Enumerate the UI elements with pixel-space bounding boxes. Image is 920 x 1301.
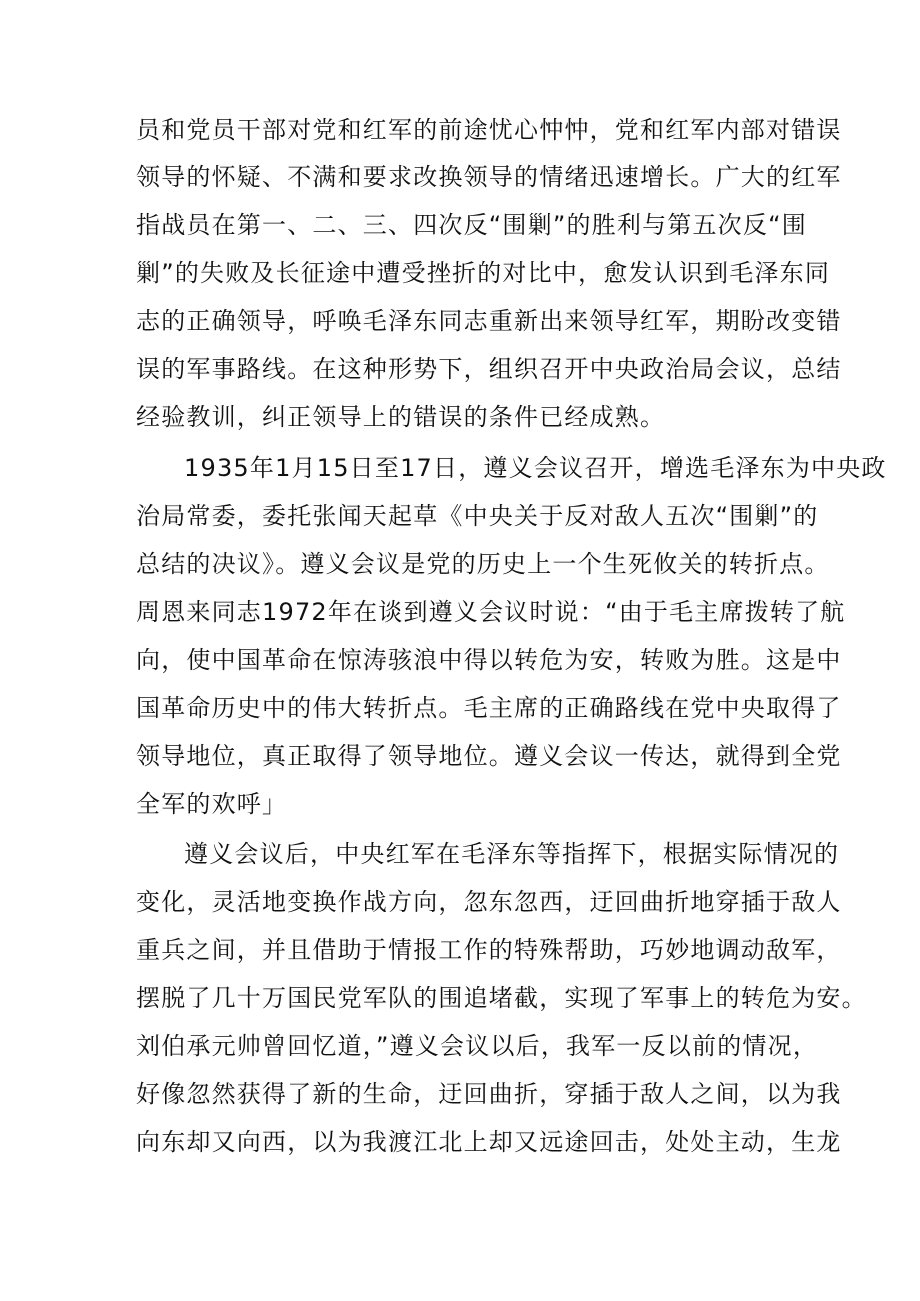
- text-line: 向，使中国革命在惊涛骇浪中得以转危为安，转败为胜。这是中: [136, 646, 842, 674]
- paragraph-start-line: 遵义会议后，中央红军在毛泽东等指挥下，根据实际情况的: [184, 840, 840, 868]
- text-line: 志的正确领导，呼唤毛泽东同志重新出来领导红军，期盼改变错: [136, 307, 842, 335]
- text-line: 好像忽然获得了新的生命，迂回曲折，穿插于敌人之间，以为我: [136, 1080, 842, 1108]
- text-line: 向东却又向西，以为我渡江北上却又远途回击，处处主动，生龙: [136, 1128, 842, 1156]
- text-line: 刘伯承元帅曾回忆道，”遵义会议以后，我军一反以前的情况，: [136, 1032, 819, 1060]
- text-line: 领导的怀疑、不满和要求改换领导的情绪迅速增长。广大的红军: [136, 163, 842, 191]
- paragraph-start-line: 1935年1月15日至17日，遵义会议召开，增选毛泽东为中央政: [184, 454, 887, 482]
- text-line: 领导地位，真正取得了领导地位。遵义会议一传达，就得到全党: [136, 742, 842, 770]
- text-line: 周恩来同志1972年在谈到遵义会议时说：“由于毛主席拨转了航: [136, 598, 846, 626]
- text-line: 经验教训，纠正领导上的错误的条件已经成熟。: [136, 403, 666, 431]
- text-line: 国革命历史中的伟大转折点。毛主席的正确路线在党中央取得了: [136, 694, 842, 722]
- text-line: 剿”的失败及长征途中遭受挫折的对比中，愈发认识到毛泽东同: [136, 259, 831, 287]
- text-line: 误的军事路线。在这种形势下，组织召开中央政治局会议，总结: [136, 355, 842, 383]
- text-line: 全军的欢呼」: [136, 790, 288, 818]
- text-line: 重兵之间，并且借助于情报工作的特殊帮助，巧妙地调动敌军，: [136, 936, 842, 964]
- text-line: 变化，灵活地变换作战方向，忽东忽西，迂回曲折地穿插于敌人: [136, 888, 842, 916]
- text-line: 指战员在第一、二、三、四次反“围剿”的胜利与第五次反“围: [136, 211, 807, 239]
- text-line: 治局常委，委托张闻天起草《中央关于反对敌人五次“围剿”的: [136, 502, 819, 530]
- text-line: 总结的决议》。遵义会议是党的历史上一个生死攸关的转折点。: [136, 550, 830, 578]
- text-line: 员和党员干部对党和红军的前途忧心忡忡，党和红军内部对错误: [136, 116, 842, 144]
- text-line: 摆脱了几十万国民党军队的围追堵截，实现了军事上的转危为安。: [136, 984, 867, 1012]
